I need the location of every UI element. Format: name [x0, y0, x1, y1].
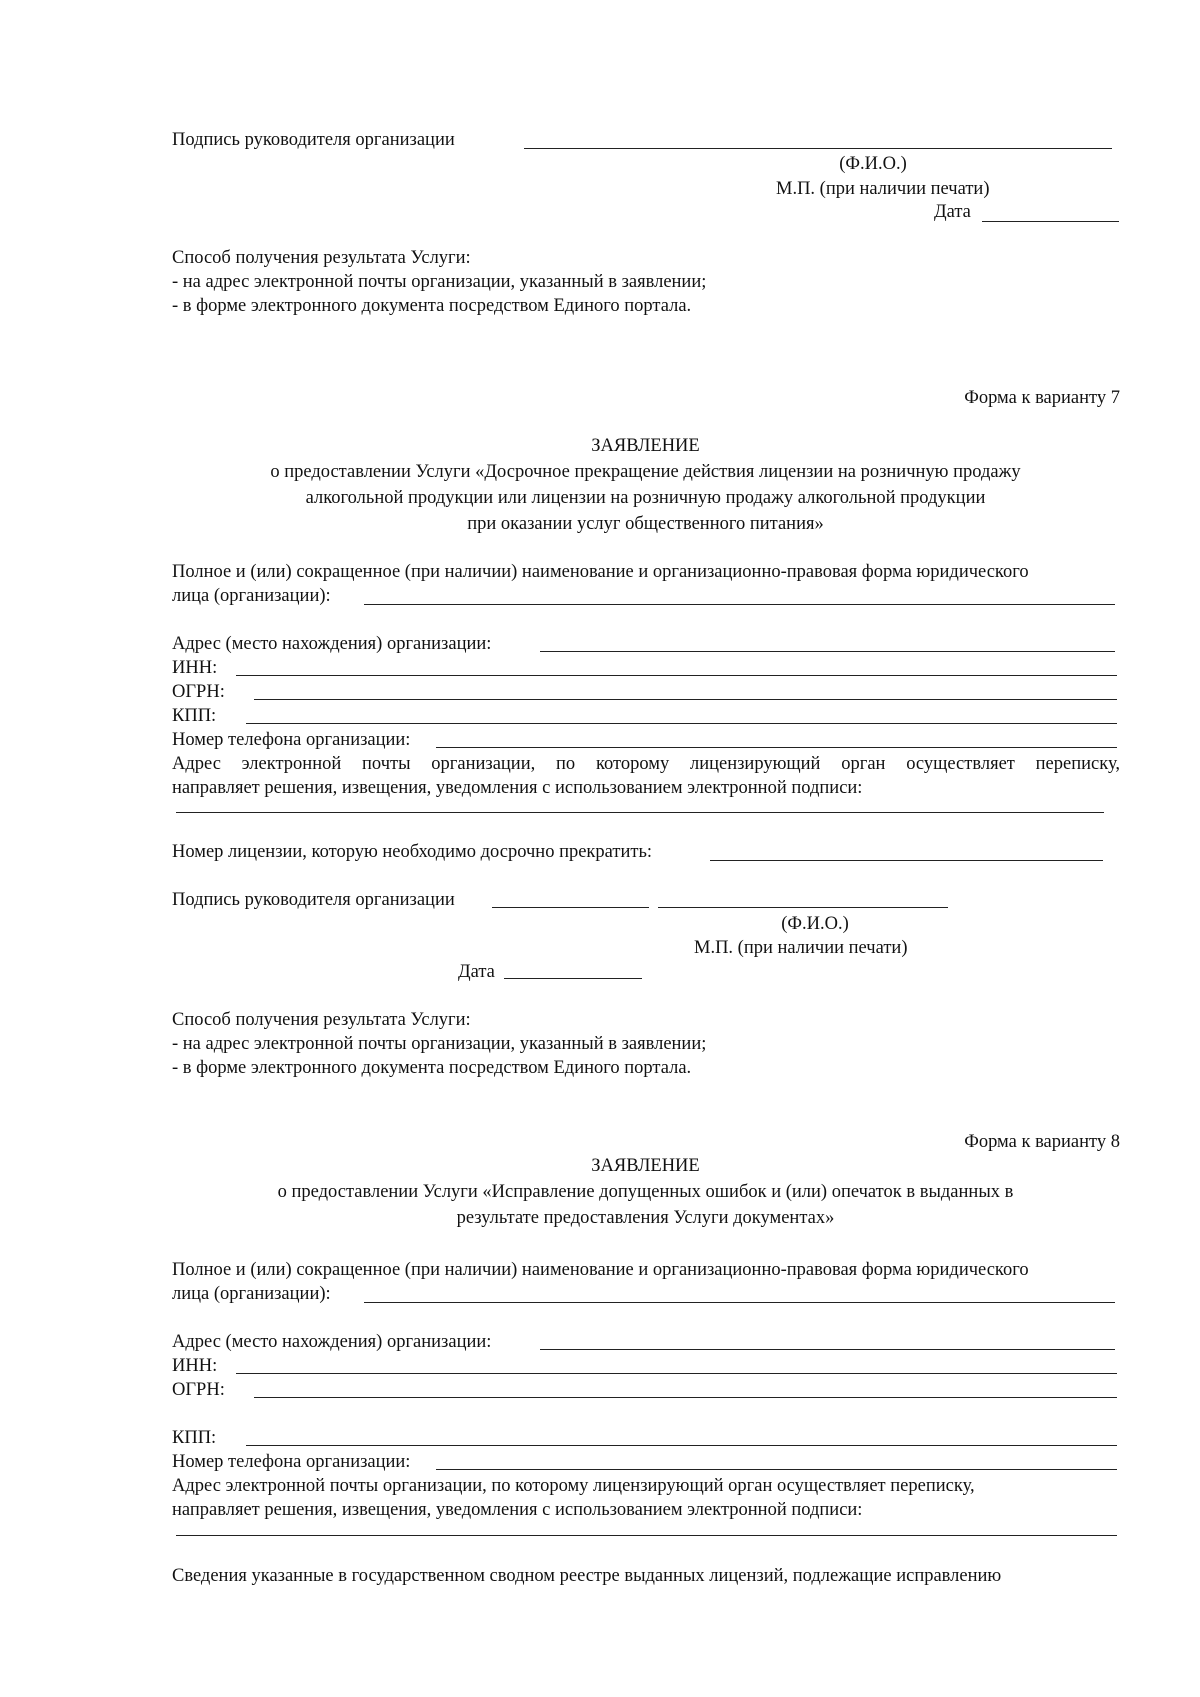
form7-phone-label: Номер телефона организации:: [172, 730, 411, 750]
form7-license-line[interactable]: [710, 860, 1103, 861]
form7-seal-caption: М.П. (при наличии печати): [694, 938, 908, 958]
form7-inn-label: ИНН:: [172, 658, 218, 678]
form8-name-label-2: лица (организации):: [172, 1284, 331, 1304]
form7-kpp-line[interactable]: [246, 723, 1117, 724]
form7-license-label: Номер лицензии, которую необходимо досрочно прекратить:: [172, 842, 653, 862]
form7-kpp-label: КПП:: [172, 706, 217, 726]
form7-email-line[interactable]: [176, 812, 1104, 813]
form8-subtitle-2: результате предоставления Услуги документах»: [456, 1208, 835, 1228]
form8-name-line[interactable]: [364, 1302, 1115, 1303]
form8-phone-label: Номер телефона организации:: [172, 1452, 411, 1472]
date-label: Дата: [934, 202, 971, 222]
form7-ogrn-line[interactable]: [254, 699, 1117, 700]
form8-title: ЗАЯВЛЕНИЕ: [591, 1156, 700, 1176]
form7-fio-line[interactable]: [658, 907, 948, 908]
form7-subtitle-2: алкогольной продукции или лицензии на розничную продажу алкогольной продукции: [305, 488, 986, 508]
form8-label: Форма к варианту 8: [964, 1132, 1120, 1152]
form8-inn-label: ИНН:: [172, 1356, 218, 1376]
signature-label: Подпись руководителя организации: [172, 130, 455, 150]
form8-registry-label: Сведения указанные в государственном сводном реестре выданных лицензий, подлежащие исправлению: [172, 1566, 1002, 1586]
method-portal: - в форме электронного документа посредством Единого портала.: [172, 296, 692, 316]
form8-phone-line[interactable]: [436, 1469, 1117, 1470]
form7-subtitle-3: при оказании услуг общественного питания»: [467, 514, 824, 534]
form7-name-label-1: Полное и (или) сокращенное (при наличии) наименование и организационно-правовая форма юридического: [172, 562, 1029, 582]
form8-ogrn-label: ОГРН:: [172, 1380, 225, 1400]
form8-email-line[interactable]: [176, 1535, 1117, 1536]
form7-address-line[interactable]: [540, 651, 1115, 652]
fio-caption: (Ф.И.О.): [839, 154, 907, 174]
form7-email-label-2: направляет решения, извещения, уведомления с использованием электронной подписи:: [172, 778, 863, 798]
form7-subtitle-1: о предоставлении Услуги «Досрочное прекращение действия лицензии на розничную продажу: [270, 462, 1021, 482]
form7-signature-line[interactable]: [492, 907, 649, 908]
form7-signature-label: Подпись руководителя организации: [172, 890, 455, 910]
form8-inn-line[interactable]: [236, 1373, 1117, 1374]
date-line[interactable]: [982, 221, 1119, 222]
form7-email-label-1: Адрес электронной почты организации, по которому лицензирующий орган осуществляет переписку,: [172, 754, 1120, 774]
form7-method-email: - на адрес электронной почты организации, указанный в заявлении;: [172, 1034, 707, 1054]
form7-ogrn-label: ОГРН:: [172, 682, 225, 702]
form7-method-title: Способ получения результата Услуги:: [172, 1010, 471, 1030]
form8-email-label-2: направляет решения, извещения, уведомления с использованием электронной подписи:: [172, 1500, 863, 1520]
method-email: - на адрес электронной почты организации, указанный в заявлении;: [172, 272, 707, 292]
form7-label: Форма к варианту 7: [964, 388, 1120, 408]
form8-ogrn-line[interactable]: [254, 1397, 1117, 1398]
form7-name-line[interactable]: [364, 604, 1115, 605]
seal-caption: М.П. (при наличии печати): [776, 179, 990, 199]
form7-address-label: Адрес (место нахождения) организации:: [172, 634, 492, 654]
form7-phone-line[interactable]: [436, 747, 1117, 748]
form7-method-portal: - в форме электронного документа посредством Единого портала.: [172, 1058, 692, 1078]
form7-fio-caption: (Ф.И.О.): [781, 914, 849, 934]
form7-inn-line[interactable]: [236, 675, 1117, 676]
form7-title: ЗАЯВЛЕНИЕ: [591, 436, 700, 456]
form8-address-label: Адрес (место нахождения) организации:: [172, 1332, 492, 1352]
form7-name-label-2: лица (организации):: [172, 586, 331, 606]
form7-date-line[interactable]: [504, 978, 642, 979]
form7-date-label: Дата: [458, 962, 495, 982]
form8-email-label-1: Адрес электронной почты организации, по которому лицензирующий орган осуществляет переписку,: [172, 1476, 975, 1496]
form8-kpp-line[interactable]: [246, 1445, 1117, 1446]
form8-name-label-1: Полное и (или) сокращенное (при наличии) наименование и организационно-правовая форма юридического: [172, 1260, 1029, 1280]
form8-subtitle-1: о предоставлении Услуги «Исправление допущенных ошибок и (или) опечаток в выданных в: [277, 1182, 1014, 1202]
form8-address-line[interactable]: [540, 1349, 1115, 1350]
method-title: Способ получения результата Услуги:: [172, 248, 471, 268]
form8-kpp-label: КПП:: [172, 1428, 217, 1448]
signature-line[interactable]: [524, 148, 1112, 149]
